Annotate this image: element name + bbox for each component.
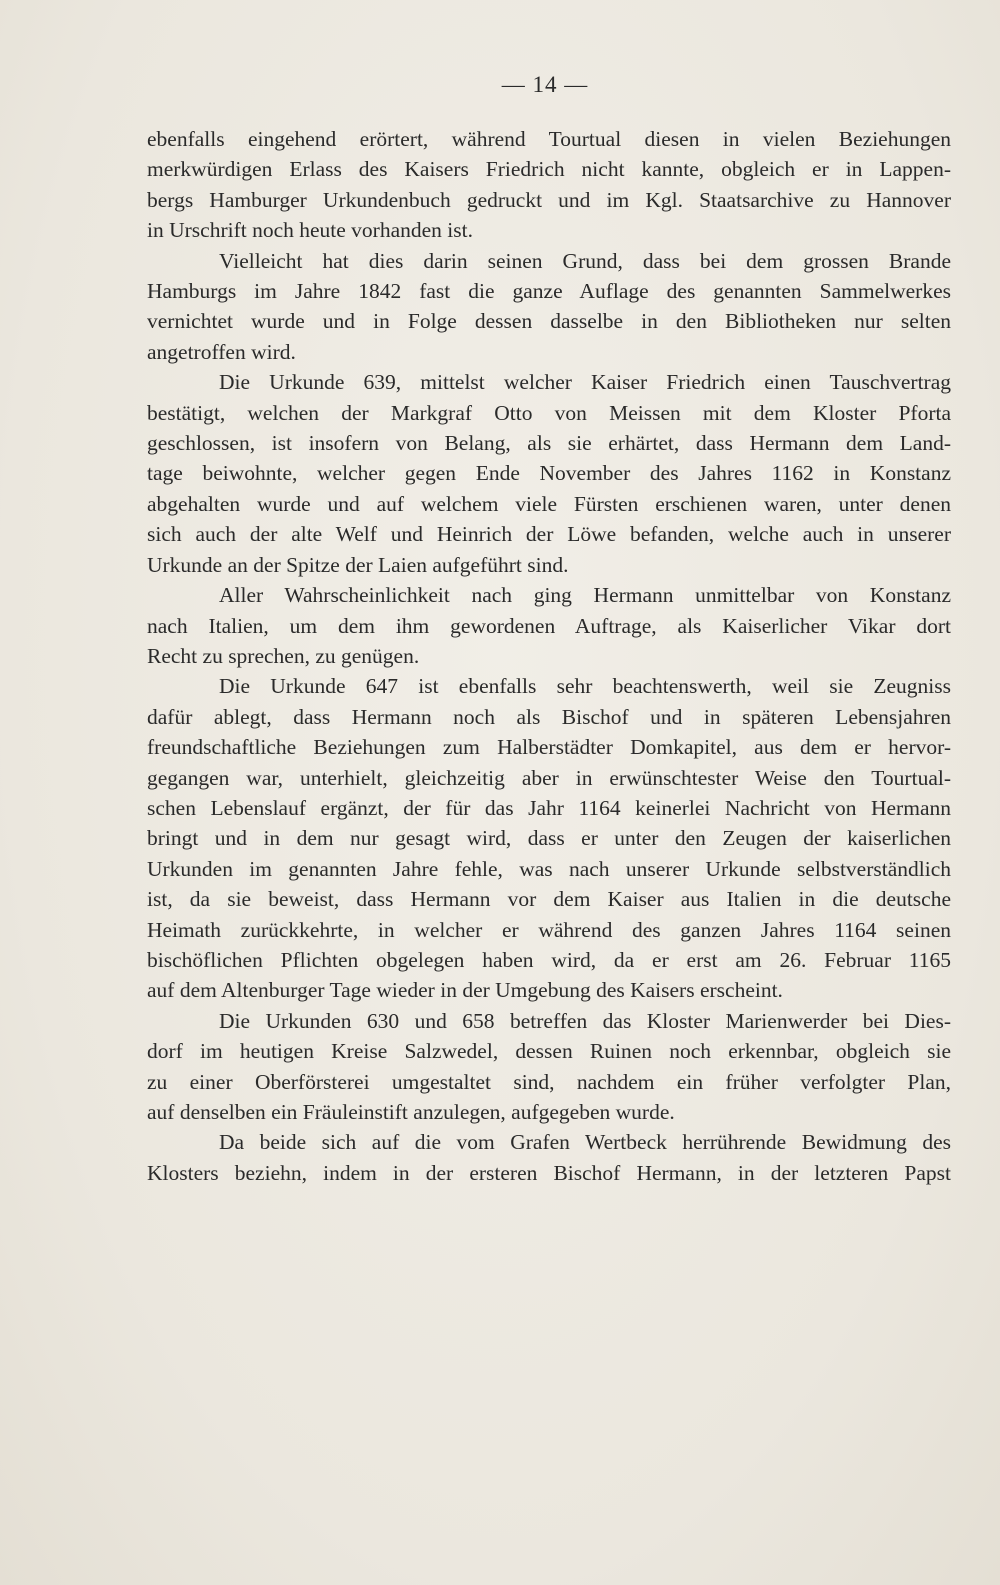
text-line: sich auch der alte Welf und Heinrich der Löwe befanden, welche auch in unserer xyxy=(147,522,951,547)
text-line: zu einer Oberförsterei umgestaltet sind, nachdem ein früher verfolgter Plan, xyxy=(147,1069,951,1094)
text-line: vernichtet wurde und in Folge dessen dasselbe in den Bibliotheken nur selten xyxy=(147,309,951,334)
text-line: Urkunde an der Spitze der Laien aufgeführt sind. xyxy=(147,552,569,577)
text-line: Heimath zurückkehrte, in welcher er während des ganzen Jahres 1164 seinen xyxy=(147,917,951,942)
text-line: Die Urkunde 647 ist ebenfalls sehr beachtenswerth, weil sie Zeugniss xyxy=(219,674,951,699)
text-line: in Urschrift noch heute vorhanden ist. xyxy=(147,218,473,243)
text-line: bringt und in dem nur gesagt wird, dass er unter den Zeugen der kaiserlichen xyxy=(147,826,951,851)
text-line: Hamburgs im Jahre 1842 fast die ganze Auflage des genannten Sammelwerkes xyxy=(147,279,951,304)
text-line: freundschaftliche Beziehungen zum Halberstädter Domkapitel, aus dem er hervor- xyxy=(147,735,951,760)
text-line: Vielleicht hat dies darin seinen Grund, dass bei dem grossen Brande xyxy=(219,248,951,273)
text-line: dafür ablegt, dass Hermann noch als Bischof und in späteren Lebensjahren xyxy=(147,704,951,729)
text-line: gegangen war, unterhielt, gleichzeitig aber in erwünschtester Weise den Tourtual- xyxy=(147,765,951,790)
text-line: Da beide sich auf die vom Grafen Wertbeck herrührende Bewidmung des xyxy=(219,1130,951,1155)
text-line: ebenfalls eingehend erörtert, während Tourtual diesen in vielen Beziehungen xyxy=(147,127,951,151)
text-line: ist, da sie beweist, dass Hermann vor dem Kaiser aus Italien in die deutsche xyxy=(147,887,951,912)
text-line: angetroffen wird. xyxy=(147,339,296,364)
text-line: auf denselben ein Fräuleinstift anzulegen, aufgegeben wurde. xyxy=(147,1100,675,1124)
text-line: nach Italien, um dem ihm gewordenen Auftrage, als Kaiserlicher Vikar dort xyxy=(147,613,951,638)
text-line: bergs Hamburger Urkundenbuch gedruckt und im Kgl. Staatsarchive zu Hannover xyxy=(147,187,951,212)
body-text xyxy=(147,124,951,1188)
text-line: Die Urkunden 630 und 658 betreffen das Kloster Marienwerder bei Dies- xyxy=(219,1008,951,1033)
text-line: bestätigt, welchen der Markgraf Otto von Meissen mit dem Kloster Pforta xyxy=(147,400,951,425)
text-line: bischöflichen Pflichten obgelegen haben wird, da er erst am 26. Februar 1165 xyxy=(147,947,951,972)
text-line: abgehalten wurde und auf welchem viele Fürsten erschienen waren, unter denen xyxy=(147,491,951,516)
text-line: Klosters beziehn, indem in der ersteren Bischof Hermann, in der letzteren Papst xyxy=(147,1160,951,1185)
text-line: auf dem Altenburger Tage wieder in der Umgebung des Kaisers erscheint. xyxy=(147,978,783,1003)
text-line: schen Lebenslauf ergänzt, der für das Jahr 1164 keinerlei Nachricht von Hermann xyxy=(147,795,951,820)
text-line: Urkunden im genannten Jahre fehle, was nach unserer Urkunde selbstverständlich xyxy=(147,856,951,881)
text-line: Die Urkunde 639, mittelst welcher Kaiser Friedrich einen Tauschvertrag xyxy=(219,370,951,395)
page-number: — 14 — xyxy=(501,72,589,97)
text-line: Aller Wahrscheinlichkeit nach ging Hermann unmittelbar von Konstanz xyxy=(219,583,951,608)
text-line: merkwürdigen Erlass des Kaisers Friedrich nicht kannte, obgleich er in Lappen- xyxy=(147,157,951,182)
text-line: Recht zu sprechen, zu genügen. xyxy=(147,643,420,668)
text-line: dorf im heutigen Kreise Salzwedel, dessen Ruinen noch erkennbar, obgleich sie xyxy=(147,1039,951,1064)
text-line: geschlossen, ist insofern von Belang, als sie erhärtet, dass Hermann dem Land- xyxy=(147,431,951,456)
text-line: tage beiwohnte, welcher gegen Ende November des Jahres 1162 in Konstanz xyxy=(147,461,951,486)
